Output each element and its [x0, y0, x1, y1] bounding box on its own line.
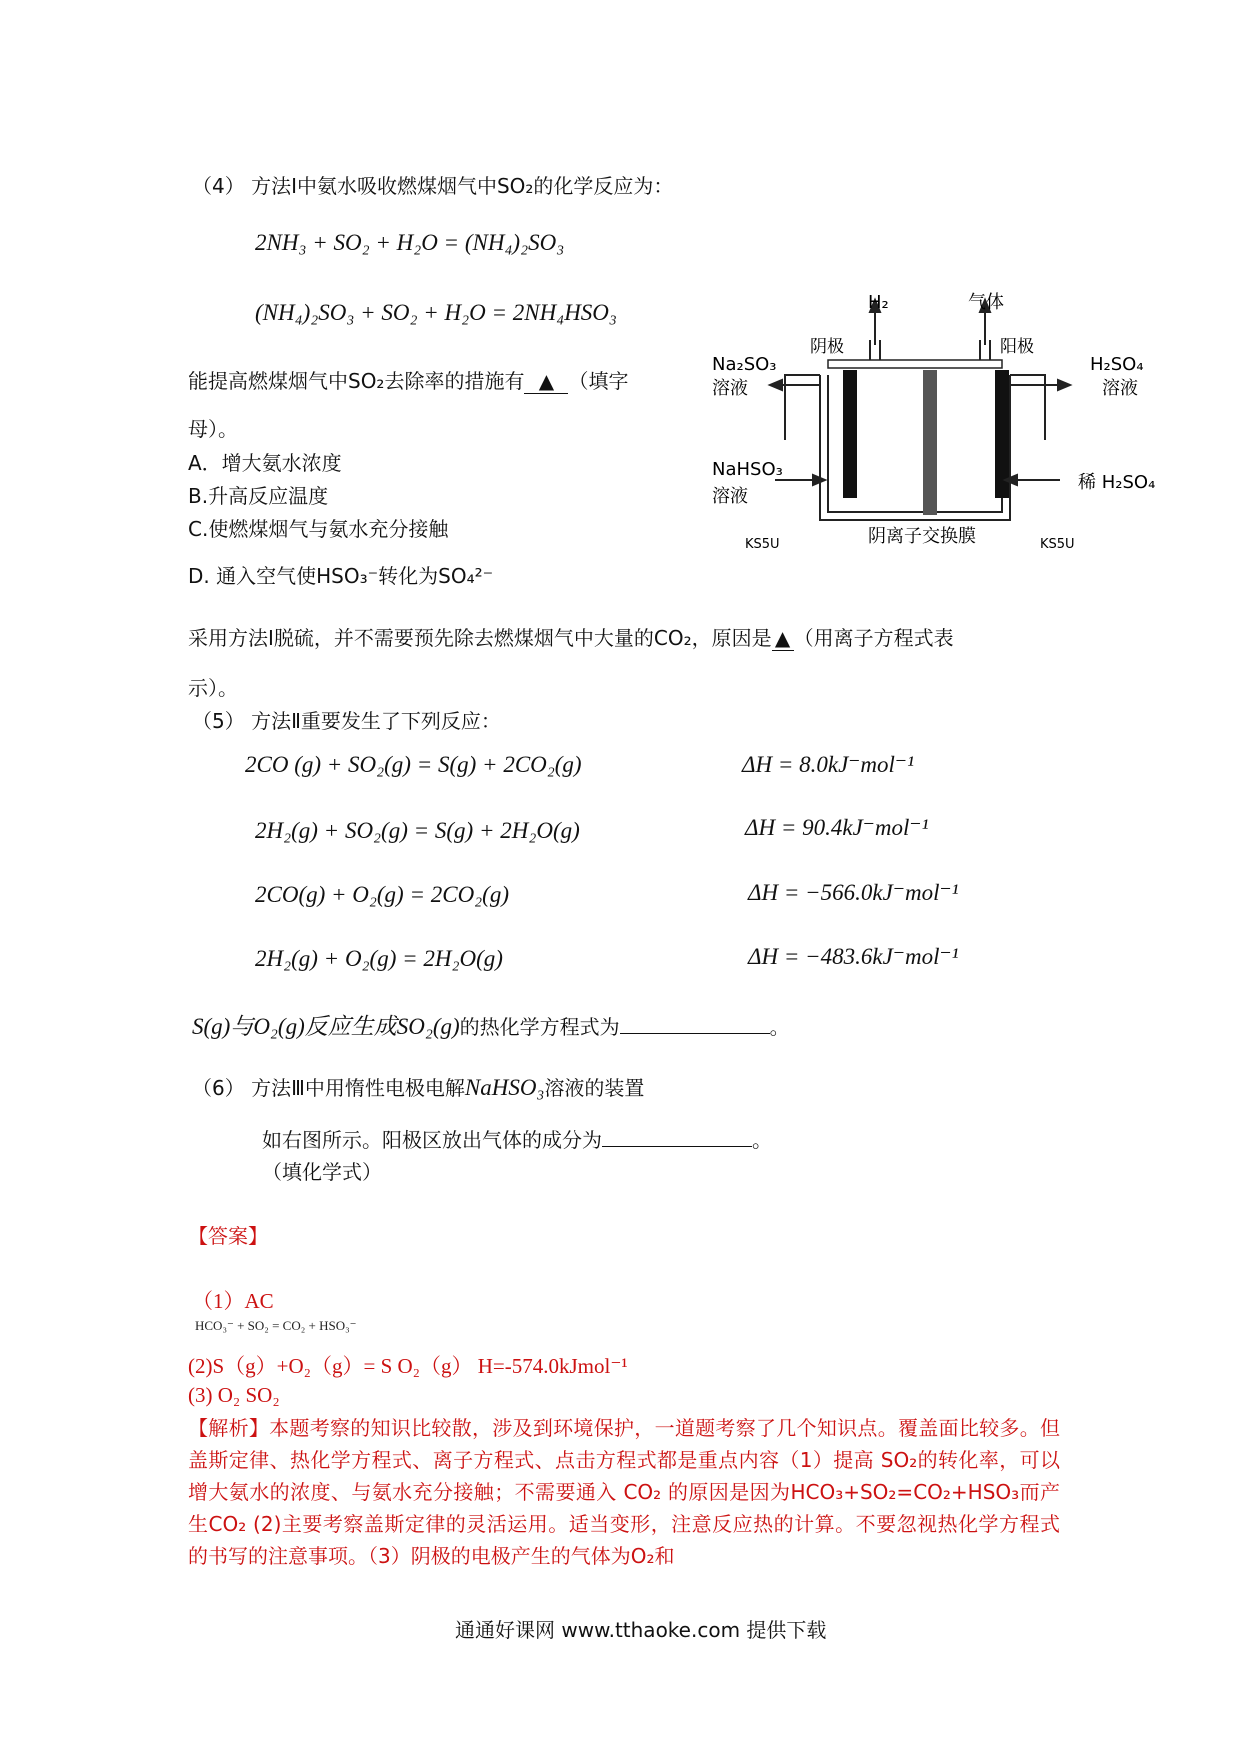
answer-blank-co2: ▲ [772, 626, 794, 651]
option-d: D. 通入空气使HSO₃⁻转化为SO₄²⁻ [188, 564, 494, 588]
q6-header [192, 1072, 644, 1101]
answer-3: (3) O₂ SO₂ [188, 1383, 280, 1407]
reaction-4-dh: ΔH = −483.6kJ⁻mol⁻¹ [748, 944, 959, 969]
q6-header-tail: 溶液的装置 [544, 1076, 645, 1100]
q4-question [188, 365, 628, 394]
q4-header: （4） 方法Ⅰ中氨水吸收燃煤烟气中SO₂的化学反应为： [192, 174, 674, 198]
q4-question-text: 能提高燃煤烟气中SO₂去除率的措施有 [188, 369, 525, 393]
q4-equation-1: 2NH₃ + SO₂ + H₂O = (NH₄)₂SO₃ [255, 230, 565, 255]
q5-question-eq: S(g)与O₂(g)反应生成SO₂(g) [192, 1014, 460, 1039]
gas-label: 气体 [968, 292, 1004, 313]
co2-question [188, 622, 954, 651]
co2-question-tail: （用离子方程式表 [793, 626, 954, 650]
membrane-label: 阴离子交换膜 [868, 526, 976, 547]
na2so3-label: Na₂SO₃ [712, 354, 777, 375]
page-footer: 通通好课网 www.tthaoke.com 提供下载 [455, 1618, 827, 1642]
reaction-3: 2CO(g) + O₂(g) = 2CO₂(g) [255, 882, 509, 907]
na2so3-solution-label: 溶液 [712, 378, 748, 399]
membrane [923, 370, 937, 515]
co2-question-cont: 示）。 [188, 676, 238, 700]
q5-question [192, 1008, 790, 1041]
q4-equation-2: (NH₄)₂SO₃ + SO₂ + H₂O = 2NH₄HSO₃ [255, 300, 617, 325]
co2-question-text: 采用方法Ⅰ脱硫，并不需要预先除去燃煤烟气中大量的CO₂，原因是 [188, 626, 772, 650]
q6-question-end: 。 [752, 1128, 772, 1152]
answer-blank-q5 [620, 1013, 770, 1034]
q6-header-eq: NaHSO₃ [464, 1075, 545, 1100]
dilute-h2so4-label: 稀 H₂SO₄ [1078, 472, 1156, 493]
q4-question-cont: 母）。 [188, 417, 238, 441]
reaction-2-dh: ΔH = 90.4kJ⁻mol⁻¹ [745, 815, 929, 840]
nahso3-solution-label: 溶液 [712, 486, 748, 507]
cathode-label: 阴极 [810, 337, 844, 357]
q4-question-tail: （填字 [568, 369, 629, 393]
q6-line3: （填化学式） [262, 1160, 382, 1184]
q6-line2 [262, 1124, 772, 1153]
option-a: A．增大氨水浓度 [188, 451, 342, 475]
reaction-1: 2CO (g) + SO₂(g) = S(g) + 2CO₂(g) [245, 752, 582, 777]
answer-2: (2)S（g）+O₂（g）= S O₂（g） H=-574.0kJmol⁻¹ [188, 1354, 628, 1378]
reaction-3-dh: ΔH = −566.0kJ⁻mol⁻¹ [748, 880, 959, 905]
watermark-left: KS5U [745, 537, 780, 552]
electrolysis-diagram [710, 290, 1210, 560]
reaction-4: 2H₂(g) + O₂(g) = 2H₂O(g) [255, 946, 503, 971]
option-c: C.使燃煤烟气与氨水充分接触 [188, 517, 449, 541]
q6-question-text: 如右图所示。阳极区放出气体的成分为 [262, 1128, 602, 1152]
anode-label: 阳极 [1000, 337, 1034, 357]
reaction-2: 2H₂(g) + SO₂(g) = S(g) + 2H₂O(g) [255, 818, 580, 843]
watermark-right: KS5U [1040, 537, 1075, 552]
h2so4-label: H₂SO₄ [1090, 354, 1144, 375]
nahso3-label: NaHSO₃ [712, 459, 783, 480]
q6-header-text: （6） 方法Ⅲ中用惰性电极电解 [192, 1076, 465, 1100]
h2so4-solution-label: 溶液 [1102, 378, 1138, 399]
option-b: B.升高反应温度 [188, 484, 329, 508]
reaction-1-dh: ΔH = 8.0kJ⁻mol⁻¹ [742, 752, 914, 777]
cathode-electrode [843, 370, 857, 498]
answer-title: 【答案】 [188, 1224, 268, 1248]
answer-1-equation: HCO₃⁻ + SO₂ = CO₂ + HSO₃⁻ [195, 1318, 357, 1333]
q5-question-text: 的热化学方程式为 [459, 1015, 620, 1039]
answer-blank-q6 [602, 1126, 752, 1147]
analysis-paragraph: 【解析】本题考察的知识比较散，涉及到环境保护，一道题考察了几个知识点。覆盖面比较多。但盖斯定律、热化学方程式、离子方程式、点击方程式都是重点内容（1）提高 SO₂的转化率，可以增大氨水的浓度、与氨水充分接触；不需要通入 CO₂ 的原因是因为HCO₃+SO₂=CO₂+HSO₃而产生CO₂ (2)主要考察盖斯定律的灵活运用。适当变形，注意反应热的计算。不要忽视热化学方程式的书写的注意事项。（3）阴极的电极产生的气体为O₂和 [188, 1416, 1060, 1568]
q5-header: （5） 方法Ⅱ重要发生了下列反应： [192, 709, 501, 733]
answer-blank: ▲ [524, 369, 568, 394]
answer-1: （1）AC [192, 1289, 274, 1313]
q5-question-end: 。 [769, 1015, 790, 1039]
h2-label: H₂ [868, 292, 889, 313]
